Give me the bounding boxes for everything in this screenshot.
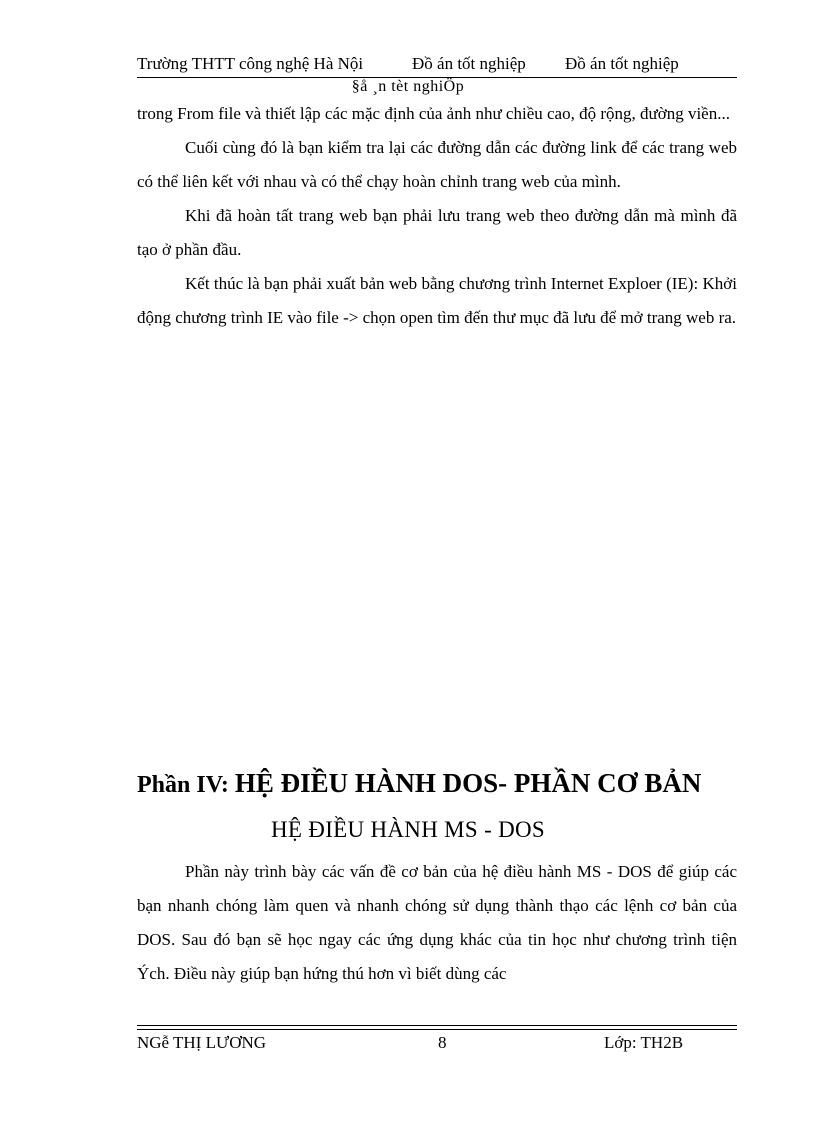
page-header xyxy=(137,54,737,74)
footer-class: Lớp: TH2B xyxy=(604,1033,684,1052)
section-heading: HỆ ĐIỀU HÀNH DOS- PHẦN CƠ BẢN xyxy=(234,768,702,798)
footer-rule xyxy=(137,1029,737,1030)
paragraph: Phần này trình bày các vấn đề cơ bản của hệ điều hành MS - DOS để giúp các bạn nhanh chóng làm quen và nhanh chóng sử dụng thành thạo các lệnh cơ bản của DOS. Sau đó bạn sẽ học ngay các ứng dụng khác của tin học như chương trình tiện Ých. Điều này giúp bạn hứng thú hơn vì biết dùng các xyxy=(137,862,737,983)
page-number: 8 xyxy=(438,1033,447,1052)
header-school: Trường THTT công nghệ Hà Nội xyxy=(137,54,364,73)
section-title xyxy=(137,768,737,799)
body-text-block xyxy=(137,97,737,335)
header-project-title: Đồ án tốt nghiệp xyxy=(412,54,526,73)
footer-author: NGễ THỊ LƯƠNG xyxy=(137,1033,267,1052)
paragraph: Cuối cùng đó là bạn kiểm tra lại các đường dẫn các đường link để các trang web có thể liên kết với nhau và có thể chạy hoàn chỉnh trang web của mình. xyxy=(137,138,737,191)
body-text-block xyxy=(137,855,737,991)
footer-rule xyxy=(137,1025,737,1026)
paragraph: Khi đã hoàn tất trang web bạn phải lưu trang web theo đường dẫn mà mình đã tạo ở phần đầu. xyxy=(137,206,737,259)
paragraph: Kết thúc là bạn phải xuất bản web bằng chương trình Internet Exploer (IE): Khởi động chương trình IE vào file -> chọn open tìm đến thư mục đã lưu để mở trang web ra. xyxy=(137,274,737,327)
section-subtitle: HỆ ĐIỀU HÀNH MS - DOS xyxy=(271,817,545,842)
paragraph: trong From file và thiết lập các mặc định của ảnh như chiều cao, độ rộng, đường viền... xyxy=(137,104,730,123)
header-project-title-repeat: Đồ án tốt nghiệp xyxy=(565,54,679,73)
section-part-label: Phần IV: xyxy=(137,772,235,798)
header-subheader: §å ¸n tèt nghiÖp xyxy=(351,78,465,95)
